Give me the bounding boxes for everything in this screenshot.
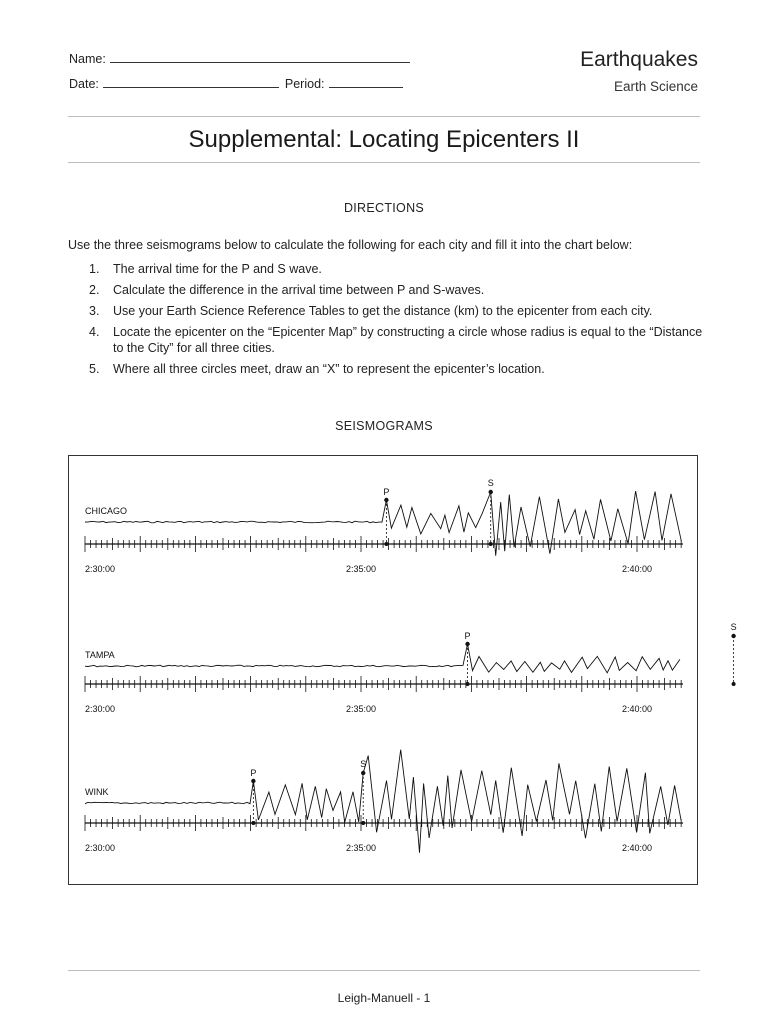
p-wave-label-tampa: P	[464, 631, 471, 641]
top-rule	[68, 116, 700, 117]
date-label: Date:	[69, 77, 99, 91]
p-marker-dot-chicago	[384, 498, 388, 502]
tick-label: 2:35:00	[345, 564, 377, 574]
tick-label: 2:35:00	[345, 704, 377, 714]
seismograms-heading: SEISMOGRAMS	[335, 419, 433, 433]
tick-label: 2:30:00	[85, 704, 116, 714]
name-field[interactable]	[69, 51, 410, 66]
date-blank[interactable]	[103, 76, 279, 88]
directions-heading: DIRECTIONS	[343, 201, 425, 215]
s-axis-dot-wink	[361, 821, 365, 825]
s-wave-label-wink: S	[360, 759, 367, 769]
s-marker-dot-tampa	[731, 634, 735, 638]
city-label-chicago: CHICAGO	[85, 506, 128, 516]
date-period-field	[69, 76, 403, 91]
period-label: Period:	[284, 77, 325, 91]
s-wave-label-chicago: S	[487, 478, 494, 488]
p-axis-dot-chicago	[384, 542, 388, 546]
footer-text: Leigh-Manuell - 1	[337, 991, 431, 1005]
tick-label: 2:40:00	[621, 843, 653, 853]
s-axis-dot-tampa	[732, 682, 736, 686]
tick-label: 2:30:00	[85, 564, 116, 574]
direction-step: 3. Use your Earth Science Reference Tables to get the distance (km) to the epicenter from each city.	[89, 304, 653, 318]
s-marker-dot-wink	[361, 771, 365, 775]
tick-label: 2:40:00	[621, 564, 653, 574]
direction-step: 1. The arrival time for the P and S wave.	[89, 262, 322, 276]
city-label-tampa: TAMPA	[85, 650, 115, 660]
seismogram-panel	[68, 455, 737, 885]
city-label-wink: WINK	[85, 787, 109, 797]
s-axis-dot-chicago	[489, 542, 493, 546]
direction-step: 5. Where all three circles meet, draw an “X” to represent the epicenter’s location.	[89, 362, 545, 376]
p-marker-dot-tampa	[465, 642, 469, 646]
tick-label: 2:35:00	[345, 843, 377, 853]
course-name: Earth Science	[613, 79, 698, 94]
directions-steps	[68, 261, 708, 382]
seismogram-figure	[69, 456, 737, 884]
unit-title: Earthquakes	[580, 48, 698, 71]
p-wave-label-chicago: P	[383, 487, 390, 497]
p-wave-label-wink: P	[250, 768, 257, 778]
p-axis-dot-wink	[251, 821, 255, 825]
title-rule	[68, 162, 700, 163]
direction-step: 2. Calculate the difference in the arrival time between P and S-waves.	[89, 283, 485, 297]
directions-intro: Use the three seismograms below to calculate the following for each city and fill it into the chart below:	[68, 238, 633, 252]
name-label: Name:	[69, 52, 106, 66]
p-axis-dot-tampa	[466, 682, 470, 686]
period-blank[interactable]	[329, 76, 403, 88]
tick-label: 2:40:00	[621, 704, 653, 714]
direction-step: 4. Locate the epicenter on the “Epicenter Map” by constructing a circle whose radius is equal to the “Distance to the City” for all three cities.	[89, 325, 703, 355]
s-wave-label-tampa: S	[730, 622, 737, 632]
waveform-tampa	[85, 644, 680, 673]
tick-label: 2:30:00	[85, 843, 116, 853]
page-title: Supplemental: Locating Epicenters II	[188, 126, 580, 153]
footer-rule	[68, 970, 700, 971]
p-marker-dot-wink	[251, 779, 255, 783]
s-marker-dot-chicago	[489, 490, 493, 494]
waveform-wink	[85, 750, 681, 853]
name-blank[interactable]	[110, 51, 410, 63]
